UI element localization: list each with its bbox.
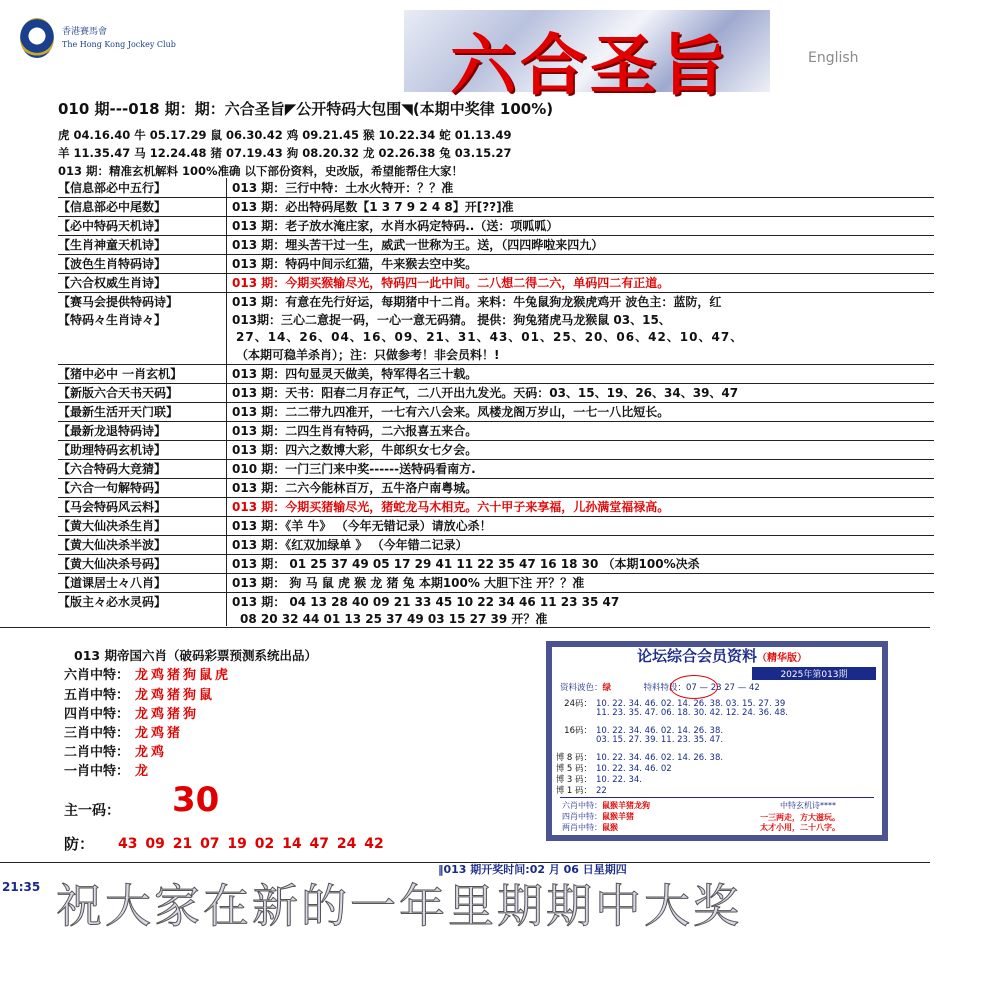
table-row [58,592,934,626]
row-text: 013 期： 狗 马 鼠 虎 猴 龙 猪 兔 本期100% 大胆下注 开？？准 [232,576,585,590]
row-text: 013 期：《红双加绿单 》 （今年错二记录） [232,538,468,552]
row-text: 013 期：天书：阳春二月存正气，二八开出九发光。天码：03、15、19、26、34、39、47 [232,386,739,400]
row-label: 【必中特码天机诗】 [58,219,167,233]
row-text-continued: 08 20 32 44 01 13 25 37 49 03 15 27 39 开？准 [240,612,548,626]
row-label: 【六合一句解特码】 [58,481,167,495]
zodiac-line-1: 虎 04.16.40 牛 05.17.29 鼠 06.30.42 鸡 09.21.45 猴 10.22.34 蛇 01.13.49 [58,128,512,142]
row-label: 【助理特码玄机诗】 [58,443,167,457]
forum-line: 24码： 10. 22. 34. 46. 02. 14. 26. 38. 03. 15. 27. 39 [564,699,786,709]
pick-five: 五肖中特： 龙鸡猪狗鼠 [64,688,216,703]
table-row [58,235,934,255]
row-label: 【黄大仙决杀生肖】 [58,519,167,533]
table-row [58,459,934,479]
forum-card [546,641,888,841]
row-label: 【最新生活开天门联】 [58,405,179,419]
row-label: 【版主々必水灵码】 [58,595,167,609]
pick-three: 三肖中特： 龙鸡猪 [64,726,184,741]
table-row [58,421,934,441]
forum-card-summary: 六肖中特：鼠猴羊猪龙狗 四肖中特：鼠猴羊猪 两肖中特：鼠猴 中特玄机诗**** 一三两走，方大滋玩。 太才小用，二十八字。 [560,797,874,832]
table-row [58,497,934,517]
row-text: 010 期：一门三门来中奖------送特码看南方. [232,462,476,476]
forum-line: 博 1 码： 22 [555,786,607,796]
table-row [58,573,934,593]
row-label: 【最新龙退特码诗】 [58,424,167,438]
row-text: 013 期：埋头苦干过一生，威武一世称为王。送，（四四晔啦来四九） [232,238,604,252]
jockey-club-logo[interactable] [20,14,180,64]
table-row [58,178,934,198]
row-text: 013 期： 01 25 37 49 05 17 29 41 11 22 35 47 16 18 30 （本期100%决杀 [232,557,700,571]
row-text: 013期：三心二意捉一码，一心一意无码猜。 提供：狗兔猪虎马龙猴鼠 03、15、 [232,313,671,327]
table-row [58,478,934,498]
row-label: 【波色生肖特码诗】 [58,257,167,271]
row-text: 013 期：四句显灵天做美，特军得名三十载。 [232,367,478,381]
row-label: 【六合特码大竞猜】 [58,462,167,476]
row-text: 013 期：三行中特：土水火特开：？？准 [232,181,454,195]
draw-time: ‖013 期开奖时间:02 月 06 日星期四 [438,863,627,876]
row-text: 013 期：二二带九四准开，一七有六八会来。凤楼龙阁万岁山，一七一八比短长。 [232,405,670,419]
intro-line: 013 期：精准玄机解料 100%准确 以下部份资料，史改版，希望能帮住大家！ [58,164,464,178]
table-row [58,273,934,293]
guard-numbers: 43 09 21 07 19 02 14 47 24 42 [118,836,384,852]
row-text: 013 期：今期买猪输尽光，猪蛇龙马木相克。六十甲子来享福，儿孙满堂福禄高。 [232,500,670,514]
jockey-club-seal-icon [20,18,54,58]
row-text: 013 期：二四生肖有特码，二六报喜五来合。 [232,424,478,438]
forum-line: 11. 23. 35. 47. 06. 18. 30. 42. 12. 24. 36. 48. [596,708,788,718]
row-label: 【特码々生肖诗々】 [58,313,167,327]
pick-two: 二肖中特： 龙鸡 [64,745,168,760]
special-numbers-line: 27、14、26、04、16、09、21、31、43、01、25、20、06、42、10、47、 [236,330,744,344]
logo-text-en: The Hong Kong Jockey Club [62,40,176,49]
row-text: 013 期：特码中间示红猫，牛来猴去空中奖。 [232,257,478,271]
pick-six: 六肖中特： 龙鸡猪狗鼠虎 [64,668,232,683]
forum-line: 博 3 码： 10. 22. 34. [555,775,642,785]
forum-card-issue: 2025年第013期 [752,667,876,680]
row-label: 【信息部必中五行】 [58,181,167,195]
table-row [58,292,934,365]
main-number-label: 主一码： [64,803,120,819]
table-row [58,197,934,217]
row-text: 013 期：有意在先行好运，每期猪中十二肖。来料：牛兔鼠狗龙猴虎鸡开 波色主：蓝防，红 [232,295,722,309]
row-label: 【黄大仙决杀半波】 [58,538,167,552]
row-label: 【道课居士々八肖】 [58,576,167,590]
forum-line: 03. 15. 27. 39. 11. 23. 35. 47. [596,735,724,745]
row-label: 【新版六合天书天码】 [58,386,179,400]
row-text: 013 期：老子放水淹庄家，水肖水码定特码..（送：项呱呱） [232,219,559,233]
main-number: 30 [172,780,220,820]
new-year-wish: 祝大家在新的一年里期期中大奖 [56,879,742,933]
pick-four: 四肖中特： 龙鸡猪狗 [64,707,200,722]
row-text: 013 期：《羊 牛》 （今年无错记录）请放心杀！ [232,519,492,533]
forum-line: 16码： 10. 22. 34. 46. 02. 14. 26. 38. [564,726,724,736]
table-row [58,383,934,403]
row-text: 013 期：四六之数博大彩，牛郎织女七夕会。 [232,443,478,457]
forum-card-meta: 资料波色：绿 特料特段：07 — 23 27 — 42 [560,683,760,693]
table-row [58,216,934,236]
row-label: 【猪中必中 一肖玄机】 [58,367,183,381]
logo-text-cn: 香港賽馬會 [62,27,108,37]
table-row [58,364,934,384]
forum-card-title: 论坛综合会员资料（精华版） [636,647,807,665]
banner-title: 六合圣旨 [450,26,730,104]
row-text: 013 期：今期买猴输尽光，特码四一此中间。二八想二得二六，单码四二有正道。 [232,276,670,290]
guard-label: 防： [64,835,95,853]
forum-line: 博 5 码： 10. 22. 34. 46. 02 [555,764,672,774]
table-row [58,440,934,460]
empire-title: 013 期帝国六肖（破码彩票预测系统出品） [74,648,317,663]
row-label: 【黄大仙决杀号码】 [58,557,167,571]
forum-card-edition: （精华版） [757,653,807,664]
stamp-circle-icon [670,675,718,699]
page-headline: 010 期---018 期：期：六合圣旨◤公开特码大包围◥(本期中奖律 100%) [58,100,554,118]
row-label: 【生肖神童天机诗】 [58,238,167,252]
zodiac-line-2: 羊 11.35.47 马 12.24.48 猪 07.19.43 狗 08.20.32 龙 02.26.38 兔 03.15.27 [58,146,512,160]
row-text: 013 期： 04 13 28 40 09 21 33 45 10 22 34 46 11 23 35 47 [232,595,620,609]
row-text: 013 期：必出特码尾数【1 3 7 9 2 4 8】开[??]准 [232,200,514,214]
table-row [58,516,934,536]
table-row [58,254,934,274]
table-row [58,535,934,555]
table-row [58,402,934,422]
pick-one: 一肖中特： 龙 [64,764,152,779]
row-label: 【赛马会提供特码诗】 [58,295,179,309]
table-row [58,554,934,574]
english-link[interactable]: English [808,50,859,66]
forum-line: 博 8 码： 10. 22. 34. 46. 02. 14. 26. 38. [555,753,724,763]
row-label: 【信息部必中尾数】 [58,200,167,214]
row-text: 013 期：二六今能林百万，五牛洛户南粤城。 [232,481,478,495]
clock: 21:35 [2,880,41,894]
row-label: 【马会特码风云料】 [58,500,167,514]
row-label: 【六合权威生肖诗】 [58,276,167,290]
special-note-line: （本期可稳羊杀肖）；注：只做参考！非会员料！! [236,348,500,362]
